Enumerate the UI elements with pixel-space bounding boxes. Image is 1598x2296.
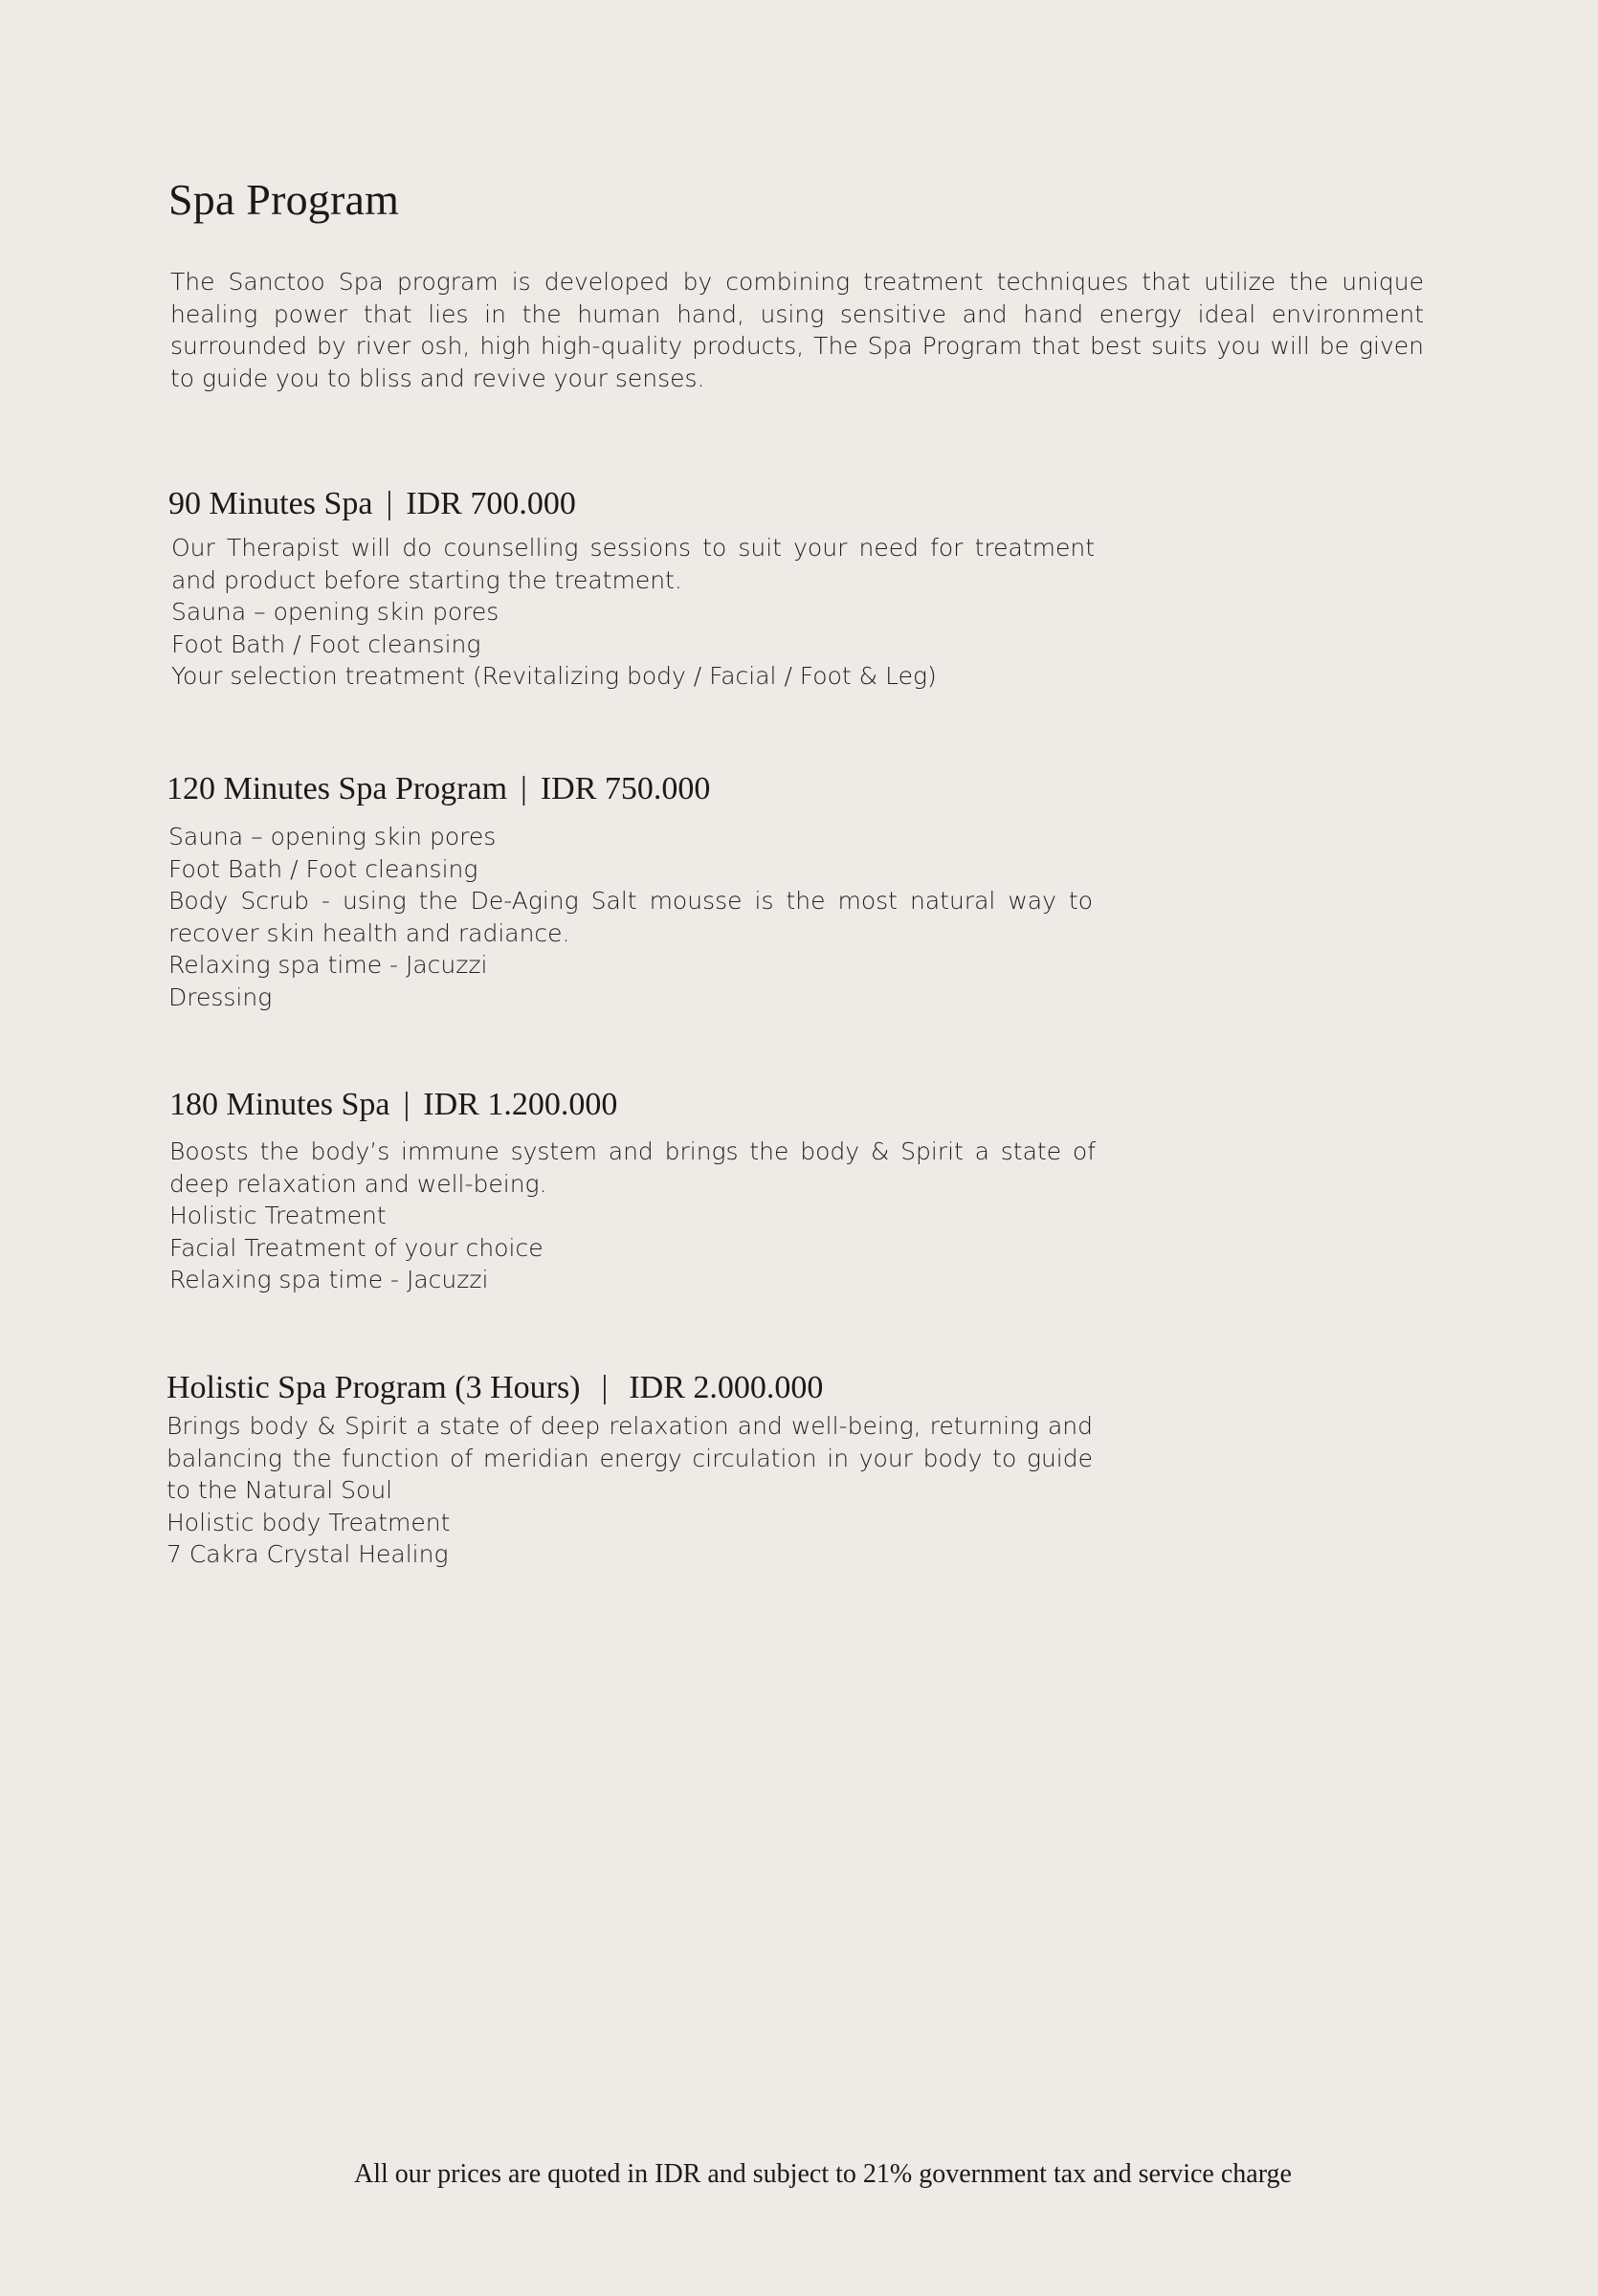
list-item: Body Scrub - using the De-Aging Salt mousse is the most natural way to recover skin health and radiance. <box>168 887 1093 947</box>
heading-separator: | <box>403 1087 411 1122</box>
program-price: IDR 700.000 <box>406 486 576 521</box>
list-item: Holistic Treatment <box>169 1202 387 1229</box>
program-price: IDR 1.200.000 <box>423 1087 618 1122</box>
page-title: Spa Program <box>168 175 400 224</box>
list-item: Sauna – opening skin pores <box>171 598 499 626</box>
list-item: Your selection treatment (Revitalizing body / Facial / Foot & Leg) <box>171 662 937 690</box>
program-name: 90 Minutes Spa <box>168 486 373 521</box>
program-name: 180 Minutes Spa <box>169 1087 390 1122</box>
heading-separator: | <box>521 771 527 806</box>
list-item: Foot Bath / Foot cleansing <box>171 629 481 658</box>
program-heading <box>168 486 1095 522</box>
program-items <box>171 532 1095 693</box>
program-90-minutes-spa <box>168 486 1095 693</box>
program-items <box>168 821 1093 1013</box>
program-heading <box>169 1087 1096 1123</box>
footer-price-note: All our prices are quoted in IDR and subject to 21% government tax and service charge <box>354 2159 1292 2189</box>
list-item: Foot Bath / Foot cleansing <box>168 854 478 883</box>
program-name: 120 Minutes Spa Program <box>166 771 508 806</box>
program-items <box>166 1410 1093 1571</box>
program-name: Holistic Spa Program (3 Hours) <box>166 1370 581 1405</box>
program-heading <box>166 1370 1093 1406</box>
list-item: Facial Treatment of your choice <box>169 1233 544 1262</box>
program-120-minutes-spa <box>166 771 1093 1013</box>
heading-separator: | <box>601 1370 609 1405</box>
list-item: Dressing <box>168 982 273 1011</box>
list-item: Sauna – opening skin pores <box>168 823 497 850</box>
program-items <box>169 1136 1096 1296</box>
list-item: Boosts the body’s immune system and brings the body & Spirit a state of deep relaxation and well-being. <box>169 1137 1096 1198</box>
list-item: Relaxing spa time - Jacuzzi <box>168 951 488 979</box>
program-price: IDR 2.000.000 <box>629 1370 824 1405</box>
program-180-minutes-spa <box>169 1087 1096 1296</box>
list-item: Brings body & Spirit a state of deep relaxation and well-being, returning and balancing the function of meridian energy circulation in your body to guide to the Natural Soul <box>166 1412 1093 1504</box>
list-item: Relaxing spa time - Jacuzzi <box>169 1266 489 1293</box>
program-price: IDR 750.000 <box>540 771 711 806</box>
program-holistic-spa <box>166 1370 1093 1571</box>
list-item: 7 Cakra Crystal Healing <box>166 1540 449 1568</box>
list-item: Holistic body Treatment <box>166 1508 451 1536</box>
intro-paragraph: The Sanctoo Spa program is developed by combining treatment techniques that utilize the unique healing power that lies in the human hand, using sensitive and hand energy ideal environment surrounded by river osh, high high-quality products, The Spa Program that best suits you will be given to guide you to bliss and revive your senses. <box>170 268 1424 392</box>
program-heading <box>166 771 1093 807</box>
heading-separator: | <box>386 486 393 521</box>
list-item: Our Therapist will do counselling sessions to suit your need for treatment and product before starting the treatment. <box>171 534 1095 594</box>
